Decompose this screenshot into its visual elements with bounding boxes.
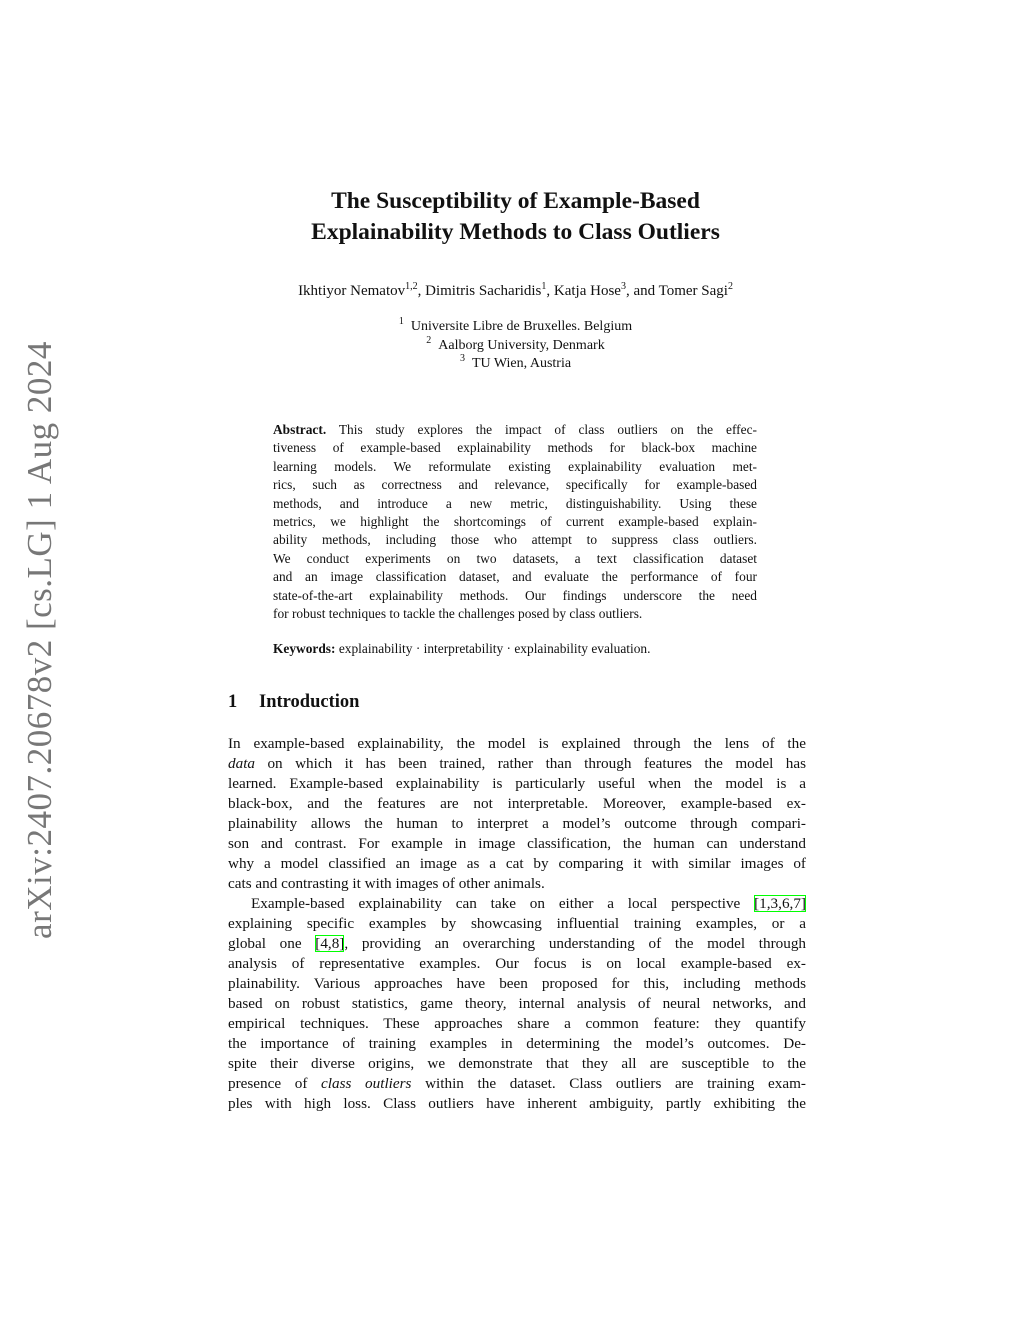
text-line (228, 774, 806, 794)
author-separator: , (546, 283, 554, 299)
abstract-line (273, 605, 757, 623)
author-separator: , (417, 283, 426, 299)
citation-link[interactable]: [4,8] (315, 935, 345, 952)
text: plainability. Various approaches have been proposed for this, including methods (228, 975, 806, 992)
abstract-label: Abstract. (273, 422, 327, 437)
text-line (228, 1094, 806, 1114)
abstract-line (273, 587, 757, 605)
abstract-line (273, 476, 757, 494)
emphasis: data (228, 755, 256, 772)
paragraph (228, 894, 806, 1114)
title-line: The Susceptibility of Example-Based (331, 188, 700, 214)
section-heading (228, 692, 359, 713)
text-line (228, 1014, 806, 1034)
text-line (228, 894, 806, 914)
author-name: Katja Hose (553, 283, 621, 299)
affiliation (0, 334, 1024, 356)
author-name: Tomer Sagi (658, 283, 728, 299)
affiliation-mark: 3 (459, 353, 465, 364)
keywords-label: Keywords: (273, 641, 336, 656)
abstract (273, 421, 757, 623)
abstract-line (273, 550, 757, 568)
keywords-text: explainability · interpretability · explainability evaluation. (338, 641, 651, 656)
section-title: Introduction (259, 692, 360, 712)
text: on which it has been trained, rather than through features the model has (255, 755, 806, 772)
text-line (228, 974, 806, 994)
text: within the dataset. Class outliers are training exam- (411, 1075, 806, 1092)
arxiv-identifier: arXiv:2407.20678v2 [cs.LG] 1 Aug 2024 (20, 341, 59, 939)
text-line (228, 794, 806, 814)
text: global one (228, 935, 316, 952)
affiliation-mark: 2 (426, 334, 432, 346)
abstract-text: rics, such as correctness and relevance, specifically for example-based (273, 477, 757, 493)
affiliation-name: Universite Libre de Bruxelles. Belgium (410, 319, 633, 334)
abstract-line (273, 531, 757, 549)
text: learned. Example-based explainability is particularly useful when the model is a (228, 775, 806, 792)
text: plainability allows the human to interpret a model’s outcome through compari- (228, 815, 806, 832)
text: In example-based explainability, the model is explained through the lens of the (228, 735, 806, 752)
author-separator: , and (625, 283, 659, 299)
text: spite their diverse origins, we demonstrate that they all are susceptible to the (228, 1055, 806, 1072)
abstract-text: and an image classification dataset, and evaluate the performance of four (273, 569, 757, 585)
text: ples with high loss. Class outliers have inherent ambiguity, partly exhibiting the (228, 1095, 806, 1112)
abstract-text: methods, and introduce a new metric, distinguishability. Using these (273, 495, 757, 511)
author-name: Ikhtiyor Nematov (298, 283, 406, 299)
emphasis: class outliers (321, 1075, 412, 1092)
abstract-text: learning models. We reformulate existing explainability evaluation met- (273, 458, 757, 474)
abstract-text: ability methods, including those who attempt to suppress class outliers. (273, 532, 757, 548)
text-line (228, 934, 806, 954)
text: son and contrast. For example in image classification, the human can understand (228, 835, 806, 852)
text: why a model classified an image as a cat by comparing it with similar images of (228, 855, 806, 872)
text: based on robust statistics, game theory, internal analysis of neural networks, and (228, 995, 806, 1012)
abstract-line (273, 421, 757, 439)
author-list (0, 283, 1024, 300)
text-line (228, 1034, 806, 1054)
abstract-text: metrics, we highlight the shortcomings of current example-based explain- (273, 514, 757, 530)
affiliation (0, 355, 1024, 374)
text-line (228, 1054, 806, 1074)
abstract-text: for robust techniques to tackle the challenges posed by class outliers. (273, 606, 643, 622)
affiliation-mark: 1 (398, 316, 404, 327)
text-line (228, 734, 806, 754)
text-line (228, 874, 806, 894)
text: explaining specific examples by showcasing influential training examples, or a (228, 915, 806, 932)
text-line (228, 914, 806, 934)
affiliation-name: Aalborg University, Denmark (438, 337, 605, 353)
author-affiliation-mark: 2 (727, 281, 733, 292)
abstract-line (273, 568, 757, 586)
text-line (228, 954, 806, 974)
text-line (228, 1074, 806, 1094)
text: Example-based explainability can take on either a local perspective (251, 895, 755, 912)
text: black-box, and the features are not interpretable. Moreover, example-based ex- (228, 795, 806, 812)
abstract-text: tiveness of example-based explainability methods for black-box machine (273, 440, 757, 456)
text-line (228, 834, 806, 854)
paper-title (0, 186, 1024, 248)
abstract-text: state-of-the-art explainability methods. Our findings underscore the need (273, 587, 757, 603)
paragraph (228, 734, 806, 894)
abstract-line (273, 495, 757, 513)
affiliation-name: TU Wien, Austria (471, 356, 572, 371)
text: , providing an overarching understanding of the model through (344, 935, 806, 952)
abstract-line (273, 439, 757, 457)
title-line: Explainability Methods to Class Outliers (311, 219, 720, 245)
abstract-text: We conduct experiments on two datasets, a text classification dataset (273, 550, 757, 566)
author-affiliation-mark: 1 (541, 281, 547, 292)
citation-link[interactable]: [1,3,6,7] (754, 895, 806, 912)
abstract-line (273, 513, 757, 531)
text-line (228, 814, 806, 834)
text-line (228, 754, 806, 774)
text: the importance of training examples in determining the model’s outcomes. De- (228, 1035, 806, 1052)
text: presence of (228, 1075, 322, 1092)
text-line (228, 994, 806, 1014)
author-name: Dimitris Sacharidis (425, 283, 542, 299)
abstract-line (273, 458, 757, 476)
author-affiliation-mark: 3 (620, 281, 626, 292)
text-line (228, 854, 806, 874)
keywords (273, 641, 650, 657)
affiliations (0, 318, 1024, 374)
abstract-text: This study explores the impact of class outliers on the effec- (326, 422, 757, 437)
text: analysis of representative examples. Our focus is on local example-based ex- (228, 955, 806, 972)
text: cats and contrasting it with images of other animals. (228, 875, 545, 892)
author-affiliation-mark: 1,2 (405, 281, 418, 292)
affiliation (0, 318, 1024, 337)
text: empirical techniques. These approaches share a common feature: they quantify (228, 1015, 806, 1032)
section-number: 1 (228, 692, 238, 712)
